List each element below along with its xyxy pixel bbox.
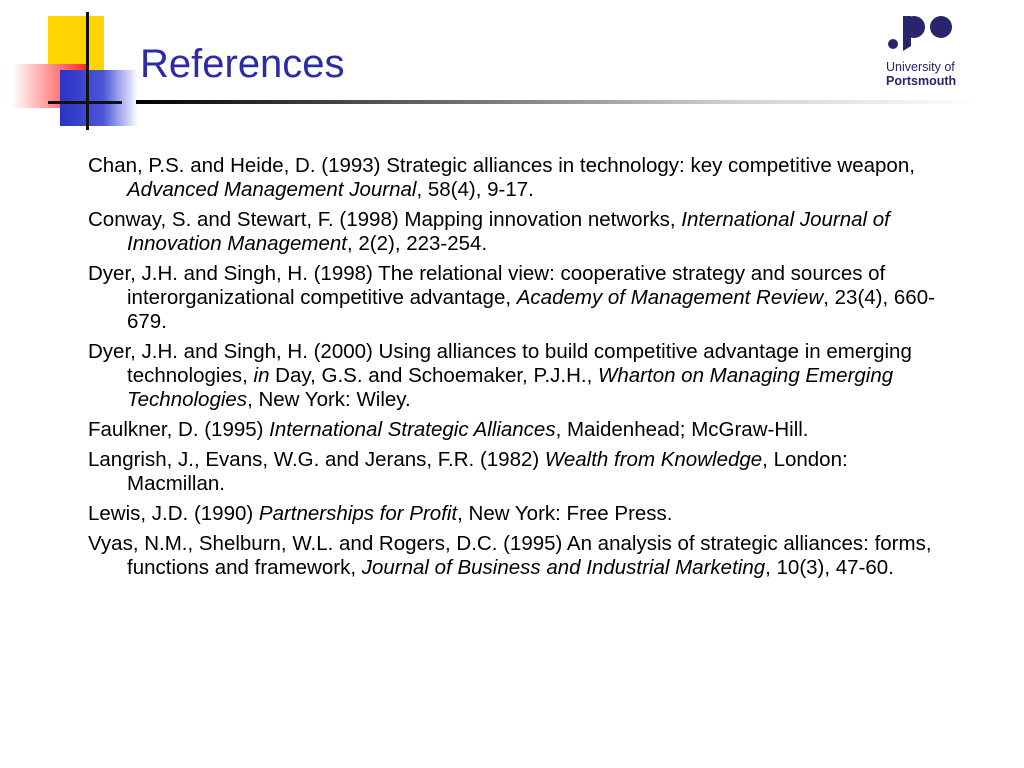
reference-item <box>88 502 948 526</box>
reference-item <box>88 418 948 442</box>
decor-horizontal-line <box>48 101 122 104</box>
reference-authors: Lewis, J.D. (1990) <box>88 502 259 525</box>
reference-item <box>88 532 948 580</box>
reference-authors: Conway, S. and Stewart, F. (1998) Mapping innovation networks, <box>88 208 682 231</box>
slide-title: References <box>140 42 345 86</box>
reference-source: Wharton on Managing Emerging Technologies <box>127 364 894 411</box>
reference-details: , London: Macmillan. <box>127 448 848 495</box>
decor-blue-square <box>60 70 138 126</box>
logo-text-line2: Portsmouth <box>886 74 957 88</box>
reference-source: Advanced Management Journal <box>127 178 417 201</box>
logo-text-line1: University of <box>886 60 955 74</box>
reference-source: International Journal of Innovation Management <box>127 208 890 255</box>
reference-item <box>88 208 948 256</box>
reference-details: , 58(4), 9-17. <box>416 178 534 201</box>
reference-details: , Maidenhead; McGraw-Hill. <box>555 418 809 441</box>
reference-details: , 2(2), 223-254. <box>346 232 488 255</box>
reference-item <box>88 448 948 496</box>
reference-source: Academy of Management Review <box>516 286 824 309</box>
reference-authors: Vyas, N.M., Shelburn, W.L. and Rogers, D.C. (1995) An analysis of strategic alliances: forms, functions and framework, <box>88 532 932 579</box>
reference-source: Journal of Business and Industrial Marketing <box>361 556 766 579</box>
reference-authors: Dyer, J.H. and Singh, H. (1998) The relational view: cooperative strategy and sources of interorganizational competitive advantage, <box>88 262 886 309</box>
reference-details: , New York: Free Press. <box>457 502 673 525</box>
reference-item <box>88 262 948 334</box>
reference-item <box>88 154 948 202</box>
reference-authors: Chan, P.S. and Heide, D. (1993) Strategic alliances in technology: key competitive weapon, <box>88 154 915 177</box>
logo-o-icon <box>930 16 952 38</box>
reference-source: International Strategic Alliances <box>269 418 556 441</box>
university-logo <box>884 12 976 90</box>
logo-p-bowl-icon <box>903 16 925 38</box>
reference-item <box>88 340 948 412</box>
reference-authors: Dyer, J.H. and Singh, H. (2000) Using alliances to build competitive advantage in emerging technologies, <box>88 340 912 387</box>
reference-source: Partnerships for Profit <box>258 502 458 525</box>
reference-details: , New York: Wiley. <box>247 388 411 411</box>
decor-vertical-line <box>86 12 89 130</box>
reference-in-word: in <box>253 364 270 387</box>
reference-list <box>88 154 948 586</box>
logo-dot-small-icon <box>888 39 898 49</box>
reference-authors: Langrish, J., Evans, W.G. and Jerans, F.R. (1982) <box>88 448 545 471</box>
reference-source: Wealth from Knowledge <box>544 448 763 471</box>
title-underline <box>136 100 982 104</box>
reference-details: , 10(3), 47-60. <box>765 556 894 579</box>
reference-authors: Faulkner, D. (1995) <box>88 418 270 441</box>
reference-details: , 23(4), 660-679. <box>127 286 935 333</box>
reference-editors: Day, G.S. and Schoemaker, P.J.H., <box>269 364 599 387</box>
